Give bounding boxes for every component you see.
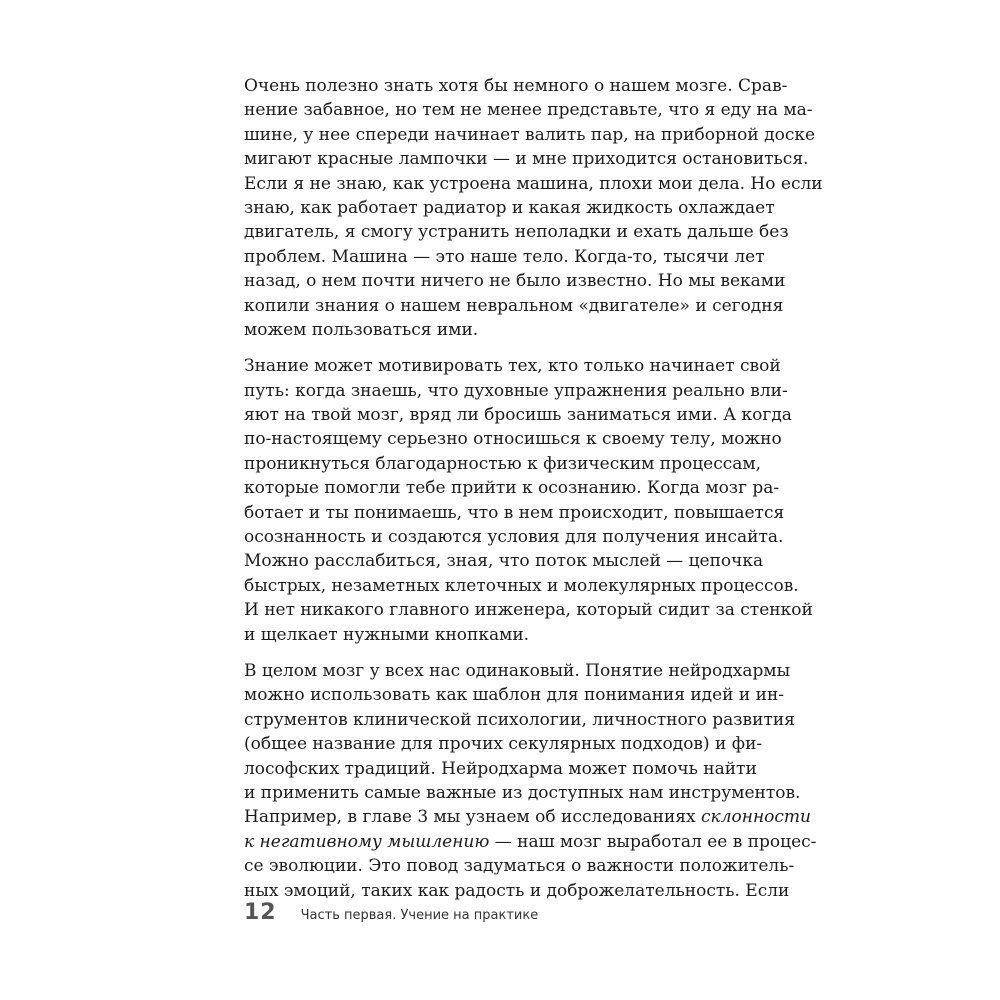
text-run: шине, у нее спереди начинает валить пар, на приборной доске: [244, 124, 816, 145]
text-line: [244, 379, 788, 403]
text-run: быстрых, незаметных клеточных и молекулярных процессов.: [244, 575, 799, 596]
text-line: [244, 574, 799, 598]
text-line: [244, 354, 781, 378]
page-number: 12: [244, 900, 277, 925]
text-line: [244, 598, 813, 622]
text-line: [244, 403, 792, 427]
text-line: [244, 172, 823, 196]
text-line: [244, 245, 765, 269]
text-line: [244, 318, 756, 342]
text-run: и щелкает нужными кнопками.: [244, 624, 530, 645]
text-run: которые помогли тебе прийти к осознанию. Когда мозг ра-: [244, 478, 780, 499]
italic-term: к негативному мышлению: [244, 831, 490, 852]
text-run: по-настоящему серьезно относишься к своему телу, можно: [244, 429, 782, 450]
text-run: Очень полезно знать хотя бы немного о нашем мозге. Срав-: [244, 76, 788, 96]
text-line: [244, 830, 817, 854]
text-run: Если я не знаю, как устроена машина, плохи мои дела. Но если: [244, 173, 823, 194]
text-line: [244, 781, 801, 805]
text-run: знаю, как работает радиатор и какая жидкость охлаждает: [244, 197, 775, 218]
text-run: Можно расслабиться, зная, что поток мыслей — цепочка: [244, 551, 764, 572]
body-text: [244, 74, 823, 915]
text-line: [244, 501, 785, 525]
paragraph: [244, 659, 817, 903]
text-run: — наш мозг выработал ее в процес-: [489, 831, 817, 852]
text-run: и применить самые важные из доступных нам инструментов.: [244, 782, 801, 803]
text-line: [244, 732, 763, 756]
text-run: мигают красные лампочки — и мне приходится остановиться.: [244, 149, 809, 170]
text-line: [244, 549, 764, 573]
text-run: ных эмоций, таких как радость и доброжелательность. Если: [244, 880, 790, 901]
paragraph: [244, 354, 813, 647]
text-run: се эволюции. Это повод задуматься о важности положитель-: [244, 856, 795, 877]
paragraph: [244, 74, 823, 342]
text-line: [244, 757, 756, 781]
text-line: [244, 74, 788, 98]
text-run: двигатель, я смогу устранить неполадки и ехать дальше без: [244, 222, 789, 243]
text-line: [244, 98, 813, 122]
text-line: [244, 452, 762, 476]
text-line: [244, 525, 784, 549]
text-run: Например, в главе 3 мы узнаем об исследованиях: [244, 807, 702, 828]
text-line: [244, 854, 795, 878]
text-line: [244, 220, 789, 244]
text-line: [244, 623, 756, 647]
text-line: [244, 269, 786, 293]
text-run: Знание может мотивировать тех, кто только начинает свой: [244, 356, 781, 377]
text-run: В целом мозг у всех нас одинаковый. Понятие нейродхармы: [244, 660, 791, 681]
text-line: [244, 708, 795, 732]
text-run: нение забавное, но тем не менее представьте, что я еду на ма-: [244, 100, 813, 121]
text-run: ботает и ты понимаешь, что в нем происходит, повышается: [244, 502, 785, 523]
text-run: можем пользоваться ими.: [244, 319, 479, 340]
running-title: Часть первая. Учение на практике: [300, 908, 539, 923]
text-line: [244, 805, 811, 829]
text-run: путь: когда знаешь, что духовные упражнения реально вли-: [244, 380, 788, 401]
text-line: [244, 476, 780, 500]
text-run: лософских традиций. Нейродхарма может помочь найти: [244, 758, 757, 779]
italic-term: склонности: [701, 807, 811, 828]
text-run: копили знания о нашем невральном «двигателе» и сегодня: [244, 295, 784, 316]
text-run: назад, о нем почти ничего не было известно. Но мы веками: [244, 271, 786, 292]
text-run: осознанность и создаются условия для получения инсайта.: [244, 527, 784, 548]
text-run: можно использовать как шаблон для понимания идей и ин-: [244, 685, 785, 706]
text-run: И нет никакого главного инженера, который сидит за стенкой: [244, 600, 813, 621]
text-run: проникнуться благодарностью к физическим процессам,: [244, 453, 762, 474]
text-line: [244, 659, 791, 683]
text-run: (общее название для прочих секулярных подходов) и фи-: [244, 734, 763, 755]
text-line: [244, 147, 809, 171]
text-run: струментов клинической психологии, личностного развития: [244, 709, 795, 730]
text-line: [244, 683, 785, 707]
text-line: [244, 123, 816, 147]
text-line: [244, 196, 775, 220]
page-footer: [244, 900, 538, 930]
text-run: проблем. Машина — это наше тело. Когда-то, тысячи лет: [244, 246, 765, 267]
text-line: [244, 427, 782, 451]
text-run: яют на твой мозг, вряд ли бросишь заниматься ими. А когда: [244, 405, 792, 426]
text-line: [244, 294, 784, 318]
